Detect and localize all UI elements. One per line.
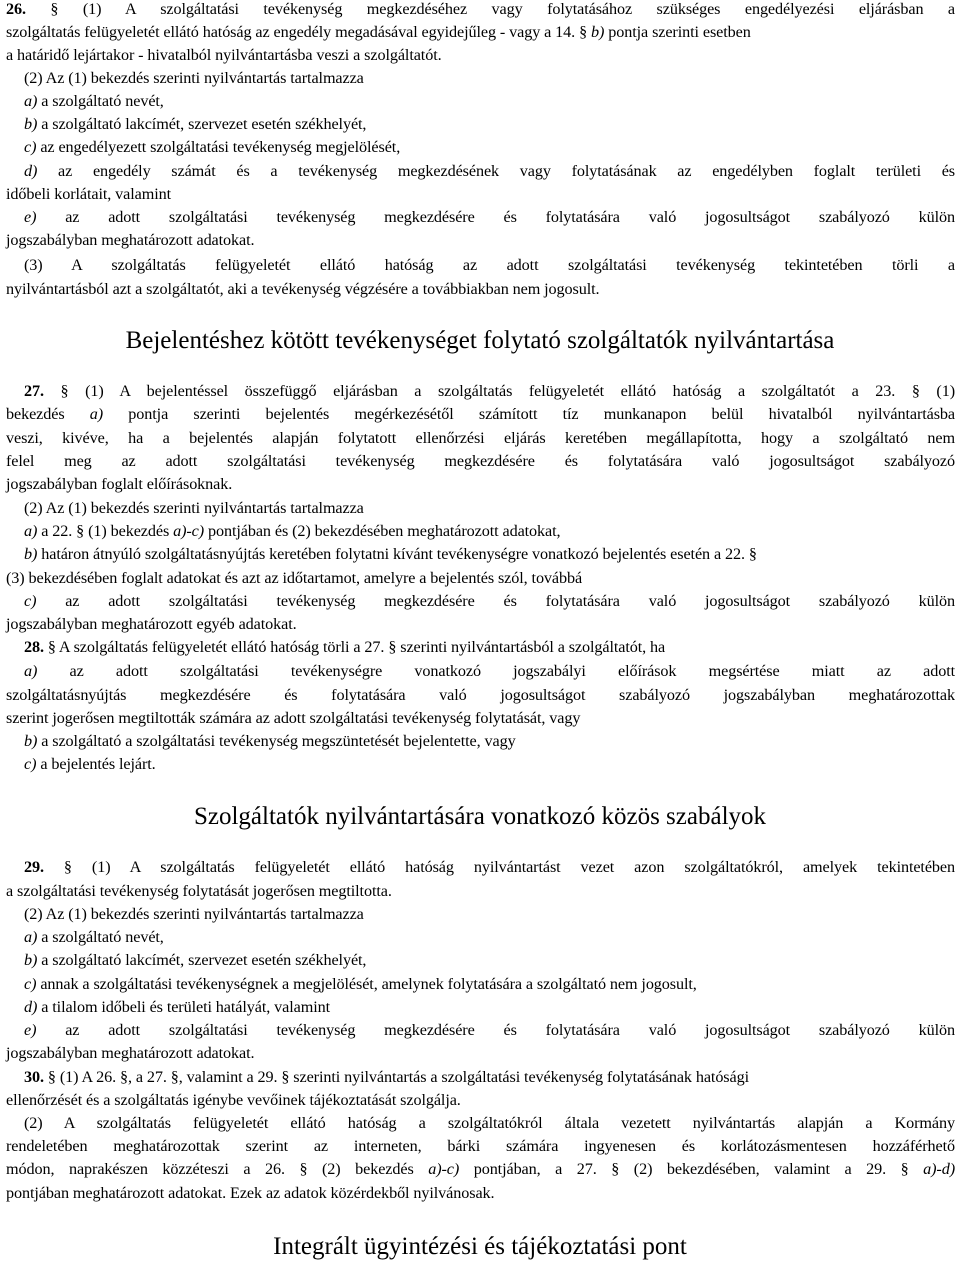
text-run: (3) bekezdésében foglalt adatokat és azt az időtartamot, amelyre a bejelentés szól, továbbá — [6, 569, 583, 587]
section-number: 28. — [24, 638, 44, 656]
text-line — [24, 662, 955, 681]
text-line — [24, 951, 366, 970]
text-line — [6, 1137, 955, 1156]
point-label: c) — [24, 975, 37, 993]
text-run: rendeletében meghatározottak szerint az interneten, bárki számára ingyenesen és korlátozásmentesen hozzáférhető — [6, 1137, 955, 1155]
text-run: a 22. § (1) bekezdés — [37, 522, 174, 540]
section-number: 29. — [24, 858, 44, 876]
text-run: a szolgáltató lakcímét, szervezet esetén székhelyét, — [37, 951, 367, 969]
text-run: a határidő lejártakor - hivatalból nyilvántartásba veszi a szolgáltatót. — [6, 46, 442, 64]
text-line — [6, 709, 580, 728]
text-line — [24, 638, 665, 657]
text-run: az adott szolgáltatási tevékenység megkezdésére és folytatására való jogosultságot szabályozó külön — [36, 208, 955, 226]
point-label: a)-c) — [173, 522, 205, 540]
text-run: a szolgáltató a szolgáltatási tevékenység megszüntetését bejelentette, vagy — [37, 732, 516, 750]
text-run: időbeli korlátait, valamint — [6, 185, 171, 203]
text-run: határon átnyúló szolgáltatásnyújtás keretében folytatni kívánt tevékenységre vonatkozó bejelentés esetén a 22. § — [37, 545, 757, 563]
text-run: az engedély számát és a tevékenység megkezdésének vagy folytatásának az engedélyben foglalt területi és — [37, 162, 955, 180]
text-line — [24, 499, 364, 518]
text-run: az adott szolgáltatási tevékenység megkezdésére és folytatására való jogosultságot szabályozó külön — [36, 592, 955, 610]
text-run: jogszabályban foglalt előírásoknak. — [6, 475, 233, 493]
text-run: (2) Az (1) bekezdés szerinti nyilvántartás tartalmazza — [24, 69, 364, 87]
text-run: § (1) A szolgáltatás felügyeletét ellátó hatóság nyilvántartást vezet azon szolgáltatókról, amelyek tekintetében — [43, 858, 955, 876]
text-line — [6, 0, 955, 19]
point-label: d) — [24, 998, 38, 1016]
text-run: pontja szerinti bejelentés megérkezésétől számított tíz munkanapon belül hivatalból nyilvántartásba — [103, 405, 955, 423]
point-label: c) — [24, 755, 37, 773]
text-line — [6, 231, 254, 250]
point-label: a)-d) — [923, 1160, 955, 1178]
text-run: a szolgáltató nevét, — [37, 928, 164, 946]
point-label: a) — [24, 522, 38, 540]
text-run: a bejelentés lejárt. — [36, 755, 156, 773]
text-run: annak a szolgáltatási tevékenységnek a megjelölését, amelynek folytatására a szolgáltató nem jogosult, — [36, 975, 697, 993]
text-line — [6, 615, 297, 634]
text-run: Integrált ügyintézési és tájékoztatási pont — [273, 1233, 687, 1260]
text-run: pontjában és (2) bekezdésében meghatározott adatokat, — [204, 522, 561, 540]
text-line — [24, 69, 364, 88]
text-line — [24, 208, 955, 227]
text-line — [24, 592, 955, 611]
text-run: Szolgáltatók nyilvántartására vonatkozó közös szabályok — [193, 803, 767, 830]
text-line — [24, 545, 757, 564]
text-line — [24, 256, 955, 275]
text-line — [6, 1160, 955, 1179]
point-label: b) — [24, 951, 38, 969]
text-run: az engedélyezett szolgáltatási tevékenység megjelölését, — [36, 138, 401, 156]
text-line — [24, 732, 516, 751]
text-line — [24, 92, 164, 111]
text-line — [24, 1021, 955, 1040]
text-run: a tilalom időbeli és területi hatályát, valamint — [37, 998, 330, 1016]
text-line — [6, 882, 392, 901]
text-run: ellenőrzését és a szolgáltatás igénybe vevőinek tájékoztatását szolgálja. — [6, 1091, 461, 1109]
text-run: bekezdés — [6, 405, 90, 423]
text-line — [24, 1114, 955, 1133]
section-heading — [0, 1232, 960, 1262]
text-run: a szolgáltató lakcímét, szervezet esetén székhelyét, — [37, 115, 367, 133]
point-label: b) — [24, 115, 38, 133]
text-line — [6, 569, 582, 588]
point-label: e) — [24, 1021, 37, 1039]
text-line — [24, 1068, 749, 1087]
text-run: § (1) A szolgáltatási tevékenység megkezdéséhez vagy folytatásához szükséges engedélyezési eljárásban a — [25, 0, 955, 18]
text-line — [6, 1091, 461, 1110]
text-line — [24, 115, 366, 134]
text-run: az adott szolgáltatási tevékenységre vonatkozó jogszabályi előírások megsértése miatt az adott — [37, 662, 955, 680]
text-line — [24, 162, 955, 181]
text-run: pontja szerinti esetben — [604, 23, 751, 41]
point-label: c) — [24, 592, 37, 610]
text-line — [6, 46, 442, 65]
text-run: pontjában meghatározott adatokat. Ezek az adatok közérdekből nyilvánosak. — [6, 1184, 495, 1202]
text-line — [6, 452, 955, 471]
text-run: módon, naprakészen közzéteszi a 26. § (2) bekezdés — [6, 1160, 429, 1178]
text-run: § A szolgáltatás felügyeletét ellátó hatóság törli a 27. § szerinti nyilvántartásból a szolgáltatót, ha — [43, 638, 666, 656]
text-run: szolgáltatás felügyeletét ellátó hatóság az engedély megadásával egyidejűleg - vagy a 14. § — [6, 23, 592, 41]
text-line — [24, 382, 955, 401]
point-label: a)-c) — [428, 1160, 460, 1178]
text-line — [6, 475, 232, 494]
text-run: veszi, kivéve, ha a bejelentés alapján folytatott ellenőrzési eljárás keretében megállapította, hogy a szolgáltató nem — [6, 429, 955, 447]
text-run: (2) Az (1) bekezdés szerinti nyilvántartás tartalmazza — [24, 499, 364, 517]
point-label: b) — [24, 732, 38, 750]
text-run: a szolgáltatási tevékenység folytatását jogerősen megtiltotta. — [6, 882, 392, 900]
text-run: szerint jogerősen megtiltották számára az adott szolgáltatási tevékenység folytatását, vagy — [6, 709, 581, 727]
text-run: (3) A szolgáltatás felügyeletét ellátó hatóság az adott szolgáltatási tevékenység tekintetében törli a — [24, 256, 955, 274]
text-line — [24, 755, 156, 774]
text-run: szolgáltatásnyújtás megkezdésére és folytatására való jogosultságot szabályozó jogszabályban meghatározottak — [6, 686, 955, 704]
section-number: 27. — [24, 382, 44, 400]
point-label: b) — [591, 23, 605, 41]
text-line — [6, 429, 955, 448]
text-run: nyilvántartásból azt a szolgáltatót, aki a tevékenység végzésére a továbbiakban nem jogosult. — [6, 280, 600, 298]
text-line — [6, 1184, 494, 1203]
text-line — [6, 405, 955, 424]
text-line — [6, 280, 599, 299]
text-run: jogszabályban meghatározott adatokat. — [6, 1044, 255, 1062]
text-line — [24, 522, 560, 541]
text-line — [6, 185, 171, 204]
text-run: (2) Az (1) bekezdés szerinti nyilvántartás tartalmazza — [24, 905, 364, 923]
text-run: Bejelentéshez kötött tevékenységet folytató szolgáltatók nyilvántartása — [125, 327, 835, 354]
point-label: b) — [24, 545, 38, 563]
text-line — [24, 858, 955, 877]
text-line — [24, 138, 400, 157]
text-run: (2) A szolgáltatás felügyeletét ellátó hatóság a szolgáltatókról általa vezetett nyilvántartás alapján a Kormány — [24, 1114, 955, 1132]
point-label: a) — [24, 662, 38, 680]
text-run: pontjában, a 27. § (2) bekezdésében, valamint a 29. § — [459, 1160, 924, 1178]
text-run: felel meg az adott szolgáltatási tevékenység megkezdésére és folytatására való jogosultságot szabályozó — [6, 452, 955, 470]
text-run: § (1) A bejelentéssel összefüggő eljárásban a szolgáltatás felügyeletét ellátó hatóság a szolgáltatót a 23. § (1) — [43, 382, 955, 400]
text-run: az adott szolgáltatási tevékenység megkezdésére és folytatására való jogosultságot szabályozó külön — [36, 1021, 955, 1039]
text-run: a szolgáltató nevét, — [37, 92, 164, 110]
section-heading — [0, 802, 960, 832]
section-heading — [0, 326, 960, 356]
point-label: c) — [24, 138, 37, 156]
section-number: 26. — [6, 0, 26, 18]
text-run: jogszabályban meghatározott adatokat. — [6, 231, 255, 249]
text-line — [24, 928, 164, 947]
text-line — [24, 905, 364, 924]
text-line — [6, 1044, 254, 1063]
point-label: e) — [24, 208, 37, 226]
section-number: 30. — [24, 1068, 44, 1086]
point-label: a) — [24, 92, 38, 110]
text-line — [6, 686, 955, 705]
text-line — [24, 998, 330, 1017]
text-run: § (1) A 26. §, a 27. §, valamint a 29. § szerinti nyilvántartás a szolgáltatási tevékenység folytatásának hatósági — [43, 1068, 749, 1086]
text-line — [6, 23, 751, 42]
point-label: a) — [89, 405, 104, 423]
point-label: d) — [24, 162, 38, 180]
text-run: jogszabályban meghatározott egyéb adatokat. — [6, 615, 297, 633]
point-label: a) — [24, 928, 38, 946]
text-line — [24, 975, 697, 994]
